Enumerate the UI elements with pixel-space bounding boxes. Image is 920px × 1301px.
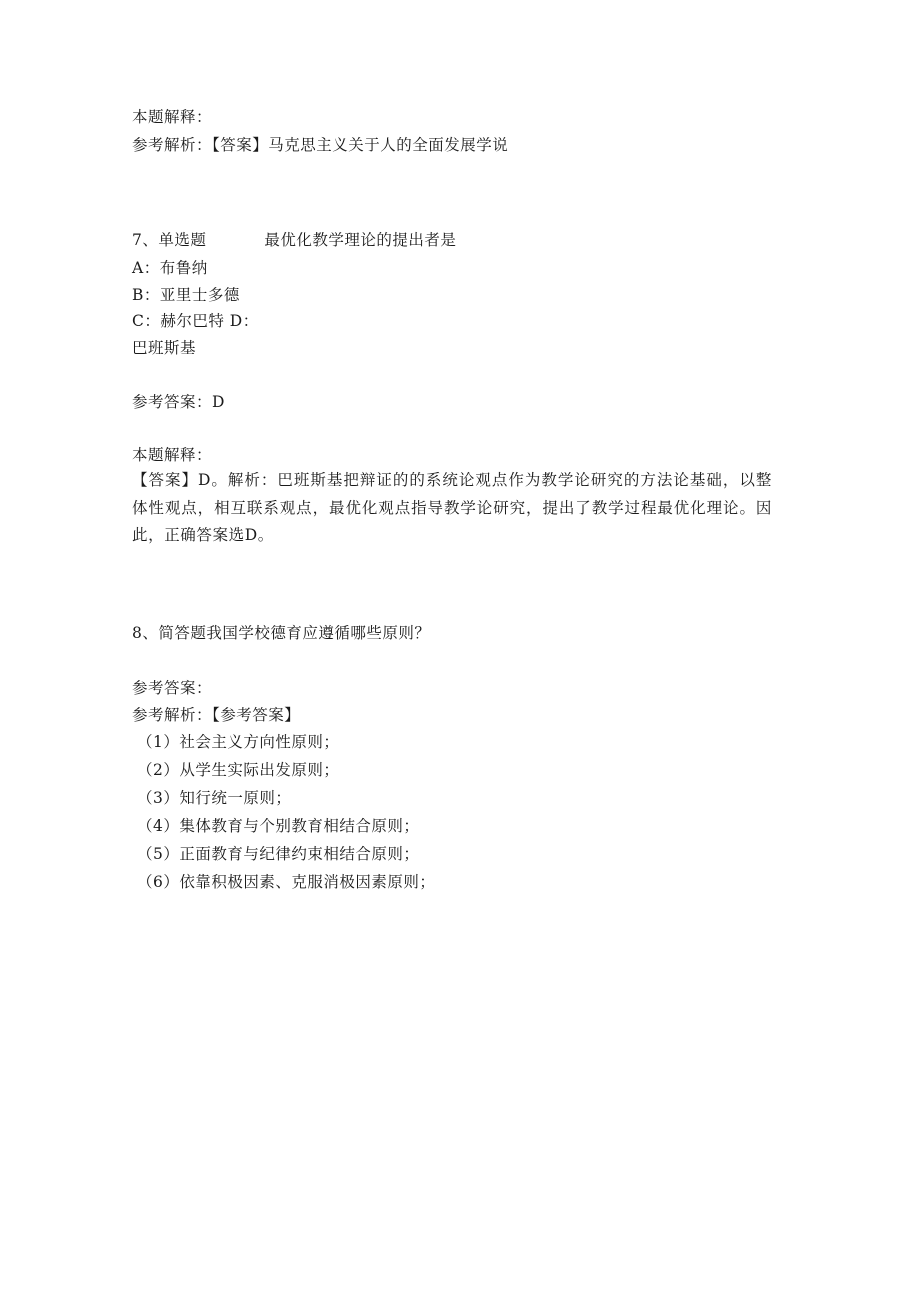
principle-item: （2）从学生实际出发原则； (137, 761, 340, 779)
explanation-text: 【答案】D。解析：巴班斯基把辩证的的系统论观点作为教学论研究的方法论基础，以整体性观点，相互联系观点，最优化观点指导教学论研究，提出了教学过程最优化理论。因此，正确答案选D。 (132, 471, 772, 544)
reference-answer: 参考答案：D (132, 393, 225, 411)
reference-analysis: 参考解析：【参考答案】 (132, 706, 301, 724)
question-7-header (132, 230, 456, 250)
explain-heading: 本题解释： (132, 108, 213, 126)
principle-item: （5）正面教育与纪律约束相结合原则； (137, 845, 420, 863)
option-a: A：布鲁纳 (132, 259, 208, 277)
principle-item: （1）社会主义方向性原则； (137, 733, 340, 751)
option-d-text: 巴班斯基 (132, 339, 197, 357)
question-stem: 最优化教学理论的提出者是 (264, 231, 457, 249)
principle-item: （3）知行统一原则； (137, 789, 292, 807)
question-8: 8、简答题我国学校德育应遵循哪些原则？ (132, 624, 431, 642)
principle-item: （4）集体教育与个别教育相结合原则； (137, 817, 420, 835)
reference-analysis: 参考解析：【答案】马克思主义关于人的全面发展学说 (132, 136, 509, 154)
explain-heading: 本题解释： (132, 446, 213, 464)
principle-item: （6）依靠积极因素、克服消极因素原则； (137, 873, 436, 891)
question-number-type: 7、单选题 (132, 231, 207, 249)
option-b: B：亚里士多德 (132, 286, 240, 304)
option-c-d: C：赫尔巴特 D： (132, 312, 259, 330)
reference-answer: 参考答案： (132, 679, 213, 697)
